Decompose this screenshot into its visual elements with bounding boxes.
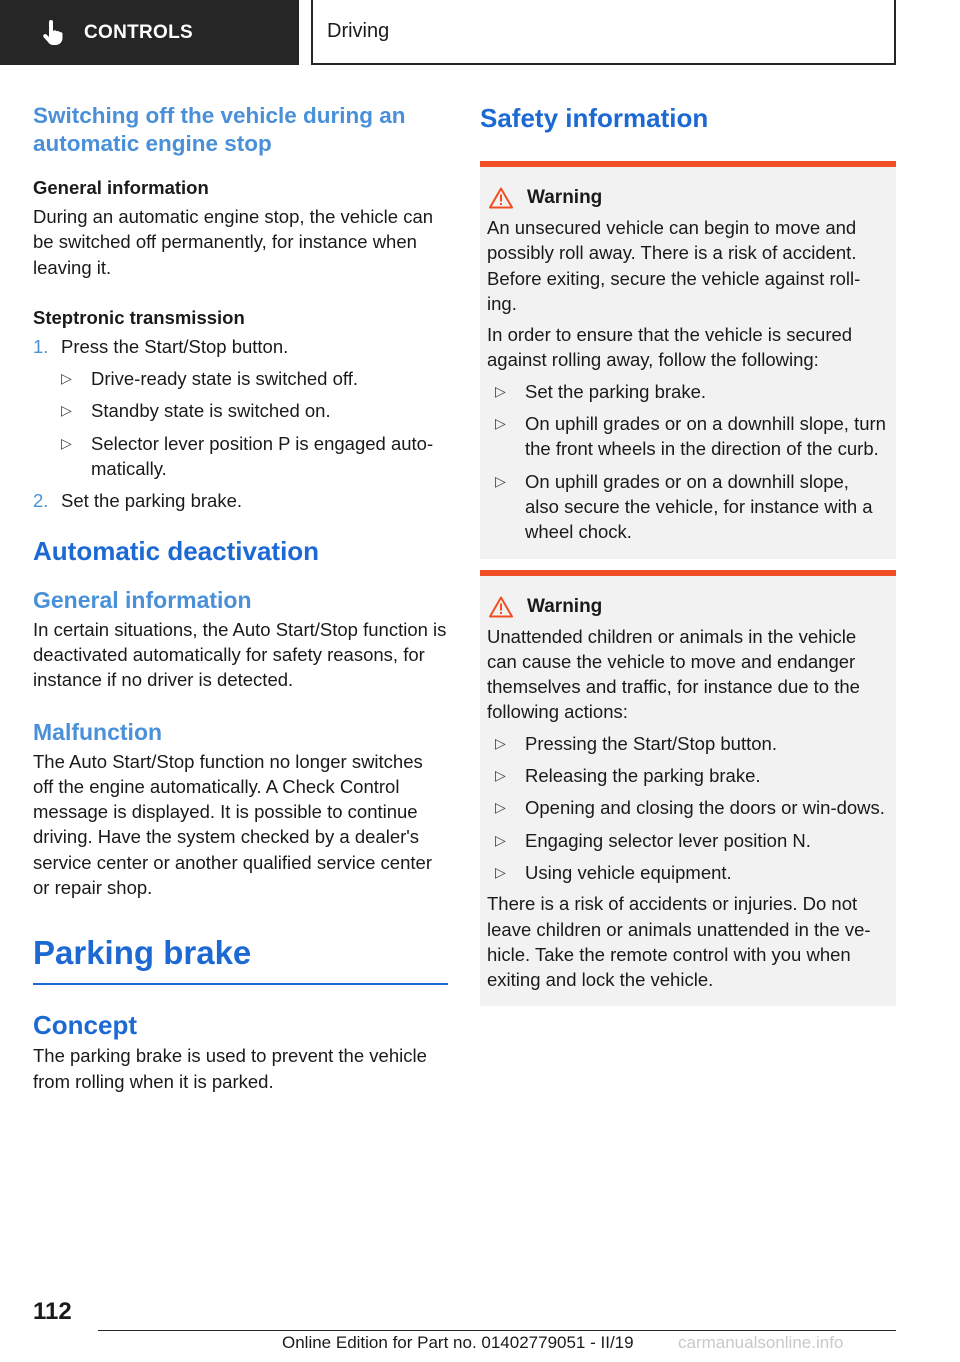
step-text: Press the Start/Stop button. bbox=[61, 335, 289, 357]
list-item-text: Using vehicle equipment. bbox=[525, 861, 732, 883]
list-item bbox=[61, 366, 448, 391]
triangle-bullet-icon: ▷ bbox=[61, 434, 72, 451]
steps-list bbox=[33, 334, 448, 514]
warning-triangle-icon bbox=[489, 596, 513, 618]
list-item bbox=[33, 488, 448, 513]
triangle-bullet-icon: ▷ bbox=[495, 734, 506, 751]
triangle-bullet-icon: ▷ bbox=[61, 370, 72, 387]
general-info-heading-2: General information bbox=[33, 586, 252, 613]
list-item bbox=[495, 828, 888, 853]
step-text: Set the parking brake. bbox=[61, 490, 242, 512]
substep-text: Selector lever position P is engaged auto‐matically. bbox=[91, 432, 434, 480]
general-info-text-2: In certain situations, the Auto Start/Stop function is deactivated automatically for safety reasons, for instance if no driver is detected. bbox=[33, 618, 447, 691]
triangle-bullet-icon: ▷ bbox=[495, 831, 506, 848]
warning-text: In order to ensure that the vehicle is secured against rolling away, follow the following: bbox=[487, 324, 853, 371]
list-item bbox=[495, 731, 888, 756]
substep-text: Drive-ready state is switched off. bbox=[91, 368, 358, 390]
malfunction-text: The Auto Start/Stop function no longer switches off the engine automatically. A Check Control message is displayed. It is possible to continue driving. Have the system checked by a dealer's service center or another qualified service center or repair shop. bbox=[33, 750, 432, 899]
auto-deactivation-title: Automatic deactivation bbox=[33, 535, 320, 566]
list-item-text: Opening and closing the doors or win‐dows. bbox=[525, 797, 885, 819]
list-item-text: On uphill grades or on a downhill slope, also secure the vehicle, for instance with a wheel chock. bbox=[525, 470, 873, 543]
warning-triangle-icon bbox=[489, 187, 513, 209]
warning-text: Unattended children or animals in the vehicle can cause the vehicle to move and endanger themselves and traffic, for instance due to the following actions: bbox=[487, 625, 860, 723]
switch-off-title: Switching off the vehicle during an automatic engine stop bbox=[33, 103, 406, 156]
triangle-bullet-icon: ▷ bbox=[495, 799, 506, 816]
site-watermark: carmanualsonline.info bbox=[678, 1333, 844, 1352]
list-item bbox=[495, 411, 888, 462]
warning-box-2 bbox=[480, 570, 896, 1007]
page-number: 112 bbox=[33, 1298, 72, 1325]
triangle-bullet-icon: ▷ bbox=[495, 767, 506, 784]
warning-list bbox=[487, 379, 888, 545]
list-item-text: Releasing the parking brake. bbox=[525, 765, 761, 787]
list-item bbox=[33, 334, 448, 359]
steptronic-heading: Steptronic transmission bbox=[33, 306, 245, 328]
step-number: 2. bbox=[33, 490, 49, 512]
triangle-bullet-icon: ▷ bbox=[495, 863, 506, 880]
triangle-bullet-icon: ▷ bbox=[495, 472, 506, 489]
list-item-text: On uphill grades or on a downhill slope, turn the front wheels in the direction of the curb. bbox=[525, 413, 886, 460]
triangle-bullet-icon: ▷ bbox=[61, 402, 72, 419]
triangle-bullet-icon: ▷ bbox=[495, 415, 506, 432]
section-label: CONTROLS bbox=[84, 21, 194, 43]
chapter-box bbox=[311, 0, 896, 65]
section-divider bbox=[33, 983, 448, 985]
list-item-text: Set the parking brake. bbox=[525, 380, 706, 402]
concept-heading: Concept bbox=[33, 1010, 137, 1041]
list-item-text: Pressing the Start/Stop button. bbox=[525, 732, 777, 754]
warning-list bbox=[487, 731, 888, 885]
general-info-heading: General information bbox=[33, 177, 209, 198]
triangle-bullet-icon: ▷ bbox=[495, 382, 506, 399]
substeps-list bbox=[33, 366, 448, 481]
general-info-text: During an automatic engine stop, the vehicle can be switched off permanently, for instance when leaving it. bbox=[33, 206, 434, 278]
footer-divider bbox=[98, 1330, 896, 1331]
list-item-text: Engaging selector lever position N. bbox=[525, 829, 811, 851]
list-item bbox=[495, 795, 888, 820]
list-item bbox=[495, 763, 888, 788]
substep-text: Standby state is switched on. bbox=[91, 400, 331, 422]
safety-info-title: Safety information bbox=[480, 103, 709, 133]
warning-text: There is a risk of accidents or injuries. Do not leave children or animals unattended in the ve‐hicle. Take the remote control with you when exiting and lock the vehicle. bbox=[487, 893, 871, 991]
hand-pointer-icon bbox=[40, 20, 66, 46]
left-column bbox=[33, 102, 448, 1094]
warning-label: Warning bbox=[527, 595, 603, 617]
warning-text: An unsecured vehicle can begin to move and possibly roll away. There is a risk of accident. Before exiting, secure the vehicle against roll‐ing. bbox=[487, 217, 861, 314]
warning-box-1 bbox=[480, 161, 896, 559]
list-item bbox=[495, 379, 888, 404]
concept-text: The parking brake is used to prevent the vehicle from rolling when it is parked. bbox=[33, 1045, 427, 1092]
step-number: 1. bbox=[33, 335, 49, 357]
chapter-label: Driving bbox=[327, 20, 390, 42]
list-item bbox=[495, 469, 888, 545]
list-item bbox=[495, 860, 888, 885]
edition-text: Online Edition for Part no. 01402779051 - II/19 bbox=[282, 1333, 634, 1352]
section-tab bbox=[0, 0, 299, 65]
parking-brake-title: Parking brake bbox=[33, 934, 252, 972]
list-item bbox=[61, 431, 448, 482]
malfunction-heading: Malfunction bbox=[33, 718, 163, 745]
right-column bbox=[480, 102, 896, 1006]
warning-label: Warning bbox=[527, 187, 603, 208]
list-item bbox=[61, 398, 448, 423]
